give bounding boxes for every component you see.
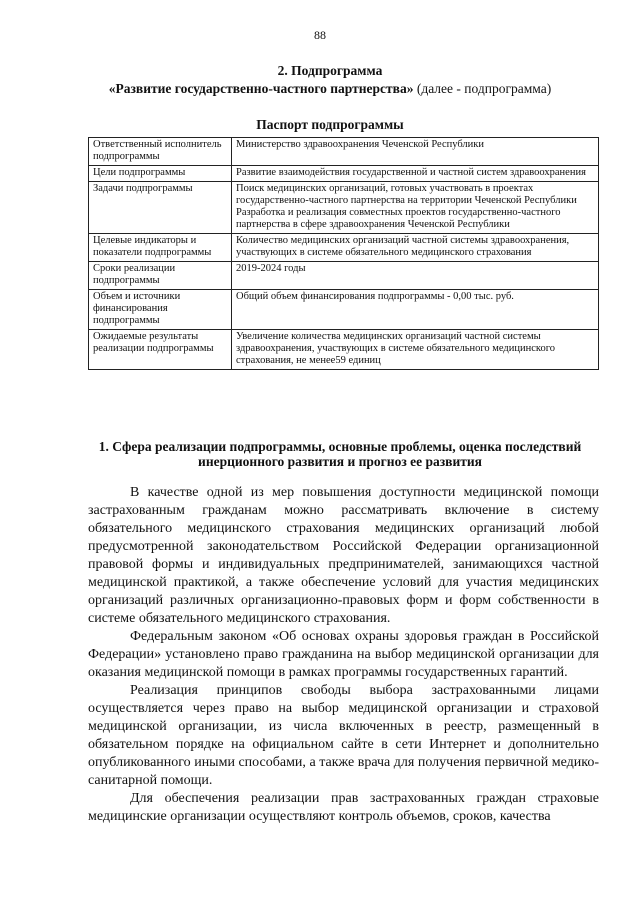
table-row (89, 138, 599, 166)
row-key: Объем и источники финансирования подпрограммы (89, 290, 232, 330)
row-key: Задачи подпрограммы (89, 182, 232, 234)
row-key: Ответственный исполнитель подпрограммы (89, 138, 232, 166)
row-value: 2019-2024 годы (232, 262, 599, 290)
row-key: Цели подпрограммы (89, 166, 232, 182)
paragraph: Для обеспечения реализации прав застрахованных граждан страховые медицинские организации осуществляют контроль объемов, сроков, качества (88, 791, 599, 824)
section-title: 1. Сфера реализации подпрограммы, основные проблемы, оценка последствий инерционного развития и прогноз ее развития (98, 439, 582, 469)
paragraph: Реализация принципов свободы выбора застрахованными лицами осуществляется через право на выбор медицинской организации и страховой медицинской организации, из числа включенных в реестр, размещенный в обязательном порядке на официальном сайте в сети Интернет и дополнительно опубликованного иными способами, а также врача для получения первичной медико-санитарной помощи. (88, 683, 599, 788)
table-row (89, 330, 599, 370)
subprogram-name (60, 80, 600, 97)
row-value (232, 182, 599, 234)
row-value: Увеличение количества медицинских организаций частной системы здравоохранения, участвующих в системе обязательного медицинского страхования, не менее59 единиц (232, 330, 599, 370)
subprogram-heading: 2. Подпрограмма (277, 63, 383, 78)
table-row (89, 262, 599, 290)
subprogram-title-note: (далее - подпрограмма) (413, 81, 552, 96)
table-row (89, 234, 599, 262)
table-row (89, 290, 599, 330)
body-text (88, 484, 599, 826)
row-value: Количество медицинских организаций частной системы здравоохранения, участвующих в системе обязательного медицинского страхования (232, 234, 599, 262)
row-key: Сроки реализации подпрограммы (89, 262, 232, 290)
task-item: Разработка и реализация совместных проектов государственно-частного партнерства в сфере здравоохранения Чеченской Республики (236, 207, 561, 230)
passport-table (88, 137, 599, 370)
table-row (89, 166, 599, 182)
paragraph: В качестве одной из мер повышения доступности медицинской помощи застрахованным гражданам можно рассматривать включение в систему обязательного медицинского страхования медицинских организаций любой предусмотренной законодательством Российской Федерации организационной правовой формы и индивидуальных предпринимателей, занимающихся частной медицинской практикой, а также обеспечение условий для участия медицинских организаций различных организационно-правовых форм и форм собственности в системе обязательного медицинского страхования. (88, 485, 599, 626)
page-number: 88 (314, 28, 326, 42)
task-item: Поиск медицинских организаций, готовых участвовать в проектах государственно-частного партнерства на территории Чеченской Республики (236, 183, 577, 206)
subprogram-title-bold: «Развитие государственно-частного партнерства» (108, 81, 414, 96)
passport-title: Паспорт подпрограммы (256, 117, 404, 132)
row-value: Общий объем финансирования подпрограммы - 0,00 тыс. руб. (232, 290, 599, 330)
row-value: Развитие взаимодействия государственной и частной систем здравоохранения (232, 166, 599, 182)
row-value: Министерство здравоохранения Чеченской Республики (232, 138, 599, 166)
paragraph: Федеральным законом «Об основах охраны здоровья граждан в Российской Федерации» установлено право гражданина на выбор медицинской организации для оказания медицинской помощи в рамках программы государственных гарантий. (88, 629, 599, 680)
table-row (89, 182, 599, 234)
row-key: Целевые индикаторы и показатели подпрограммы (89, 234, 232, 262)
row-key: Ожидаемые результаты реализации подпрограммы (89, 330, 232, 370)
